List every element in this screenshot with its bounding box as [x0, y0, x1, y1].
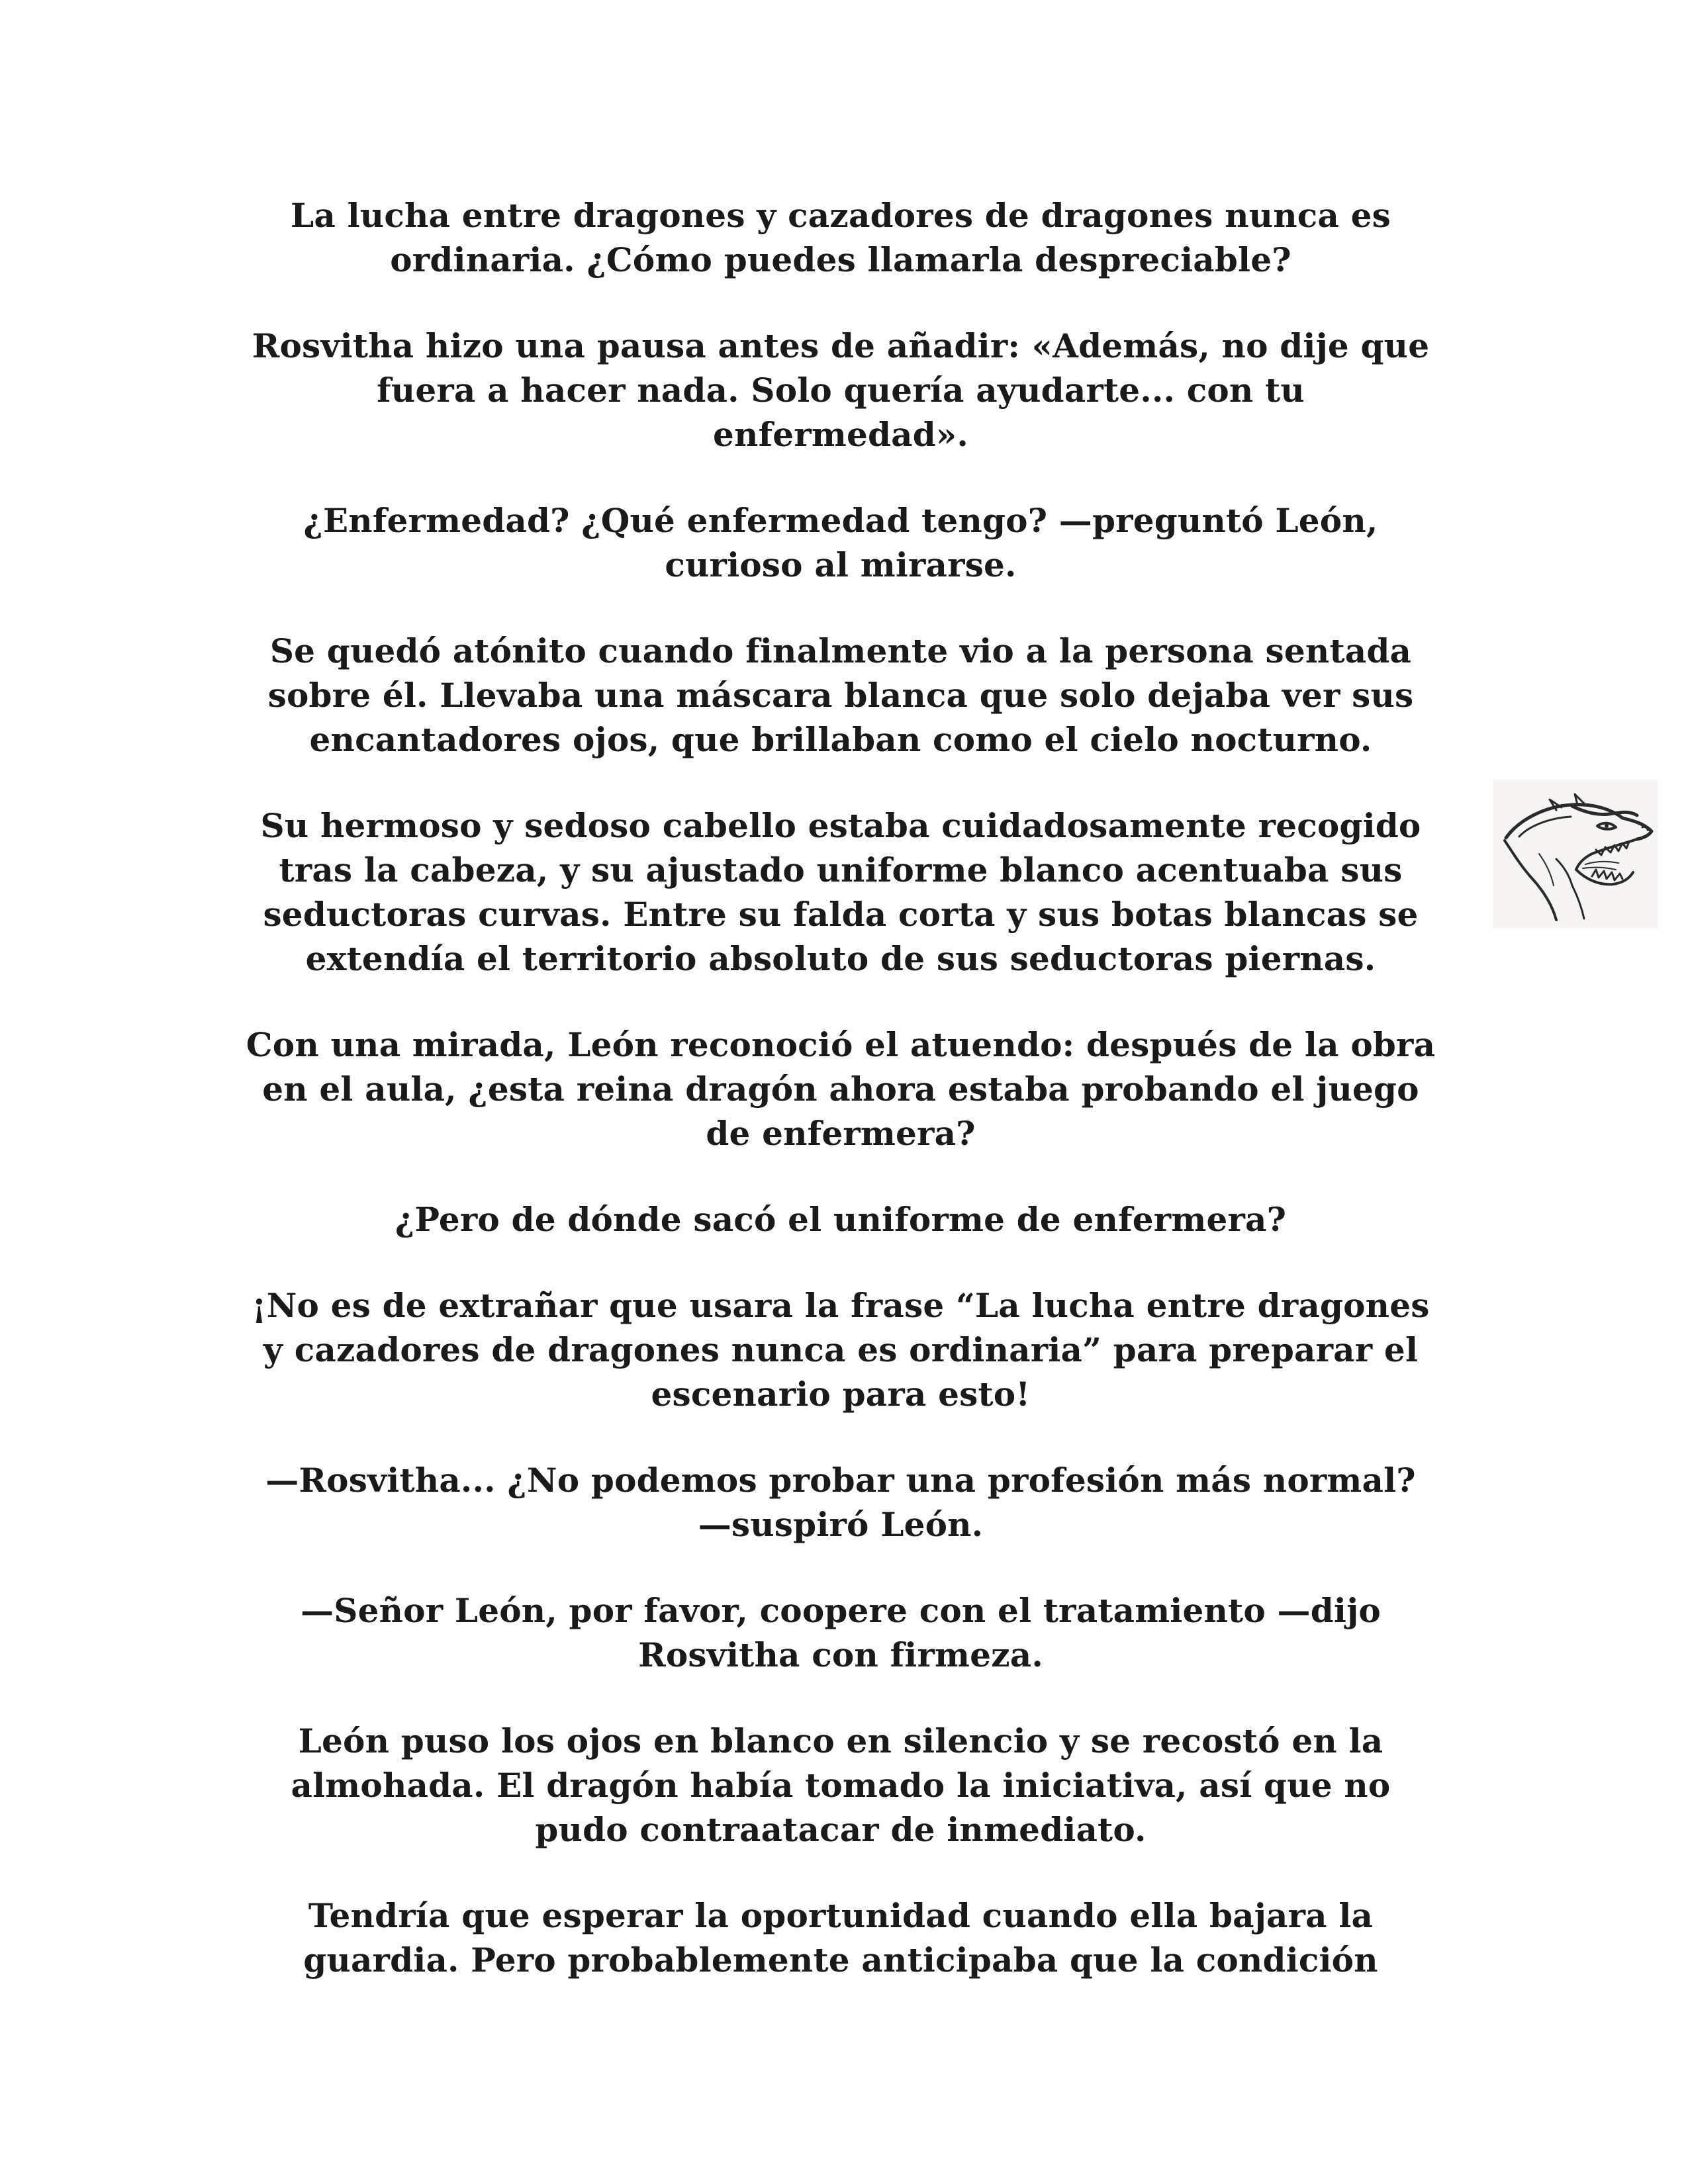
text-line: —Rosvitha... ¿No podemos probar una profesión más normal?	[265, 1461, 1416, 1500]
paragraph-8	[225, 1283, 1456, 1416]
paragraph-6	[225, 1023, 1456, 1156]
text-line: en el aula, ¿esta reina dragón ahora estaba probando el juego	[262, 1069, 1419, 1109]
body-text	[225, 193, 1456, 2024]
paragraph-1	[225, 193, 1456, 282]
text-line: enfermedad».	[713, 415, 968, 454]
text-line: guardia. Pero probablemente anticipaba que la condición	[303, 1940, 1378, 1979]
paragraph-5	[225, 803, 1456, 981]
text-line: fuera a hacer nada. Solo quería ayudarte... con tu	[377, 371, 1305, 410]
text-line: La lucha entre dragones y cazadores de dragones nunca es	[291, 196, 1391, 235]
text-line: Tendría que esperar la oportunidad cuando ella bajara la	[308, 1896, 1374, 1935]
text-line: Se quedó atónito cuando finalmente vio a la persona sentada	[269, 631, 1412, 670]
text-line: ¿Enfermedad? ¿Qué enfermedad tengo? —preguntó León,	[303, 501, 1378, 540]
text-line: y cazadores de dragones nunca es ordinaria” para preparar el	[263, 1330, 1419, 1369]
text-line: encantadores ojos, que brillaban como el cielo nocturno.	[309, 720, 1372, 759]
text-line: escenario para esto!	[651, 1375, 1031, 1414]
paragraph-9	[225, 1458, 1456, 1547]
text-line: seductoras curvas. Entre su falda corta y sus botas blancas se	[263, 895, 1419, 934]
paragraph-3	[225, 498, 1456, 587]
text-line: Su hermoso y sedoso cabello estaba cuidadosamente recogido	[260, 806, 1421, 845]
text-line: Rosvitha hizo una pausa antes de añadir: «Además, no dije que	[252, 326, 1430, 365]
text-line: Rosvitha con firmeza.	[638, 1635, 1043, 1674]
text-line: —Señor León, por favor, coopere con el tratamiento —dijo	[301, 1591, 1381, 1630]
paragraph-11	[225, 1719, 1456, 1852]
paragraph-2	[225, 324, 1456, 457]
text-line: sobre él. Llevaba una máscara blanca que solo dejaba ver sus	[267, 676, 1414, 715]
text-line: tras la cabeza, y su ajustado uniforme blanco acentuaba sus	[279, 850, 1403, 889]
paragraph-7	[225, 1197, 1456, 1242]
text-line: almohada. El dragón había tomado la iniciativa, así que no	[291, 1766, 1391, 1805]
text-line: Con una mirada, León reconoció el atuendo: después de la obra	[246, 1025, 1436, 1064]
text-line: ¿Pero de dónde sacó el uniforme de enfermera?	[395, 1200, 1287, 1239]
paragraph-10	[225, 1588, 1456, 1677]
dragon-head-sketch-icon	[1493, 780, 1658, 929]
text-line: extendía el territorio absoluto de sus seductoras piernas.	[305, 939, 1376, 978]
paragraph-4	[225, 629, 1456, 762]
text-line: curioso al mirarse.	[665, 545, 1017, 584]
text-line: de enfermera?	[706, 1114, 976, 1153]
text-line: León puso los ojos en blanco en silencio y se recostó en la	[298, 1721, 1383, 1760]
text-line: —suspiró León.	[698, 1505, 984, 1544]
paragraph-12	[225, 1893, 1456, 1982]
text-line: ¡No es de extrañar que usara la frase “La lucha entre dragones	[252, 1286, 1430, 1325]
text-line: ordinaria. ¿Cómo puedes llamarla despreciable?	[390, 240, 1291, 279]
text-line: pudo contraatacar de inmediato.	[535, 1810, 1147, 1849]
